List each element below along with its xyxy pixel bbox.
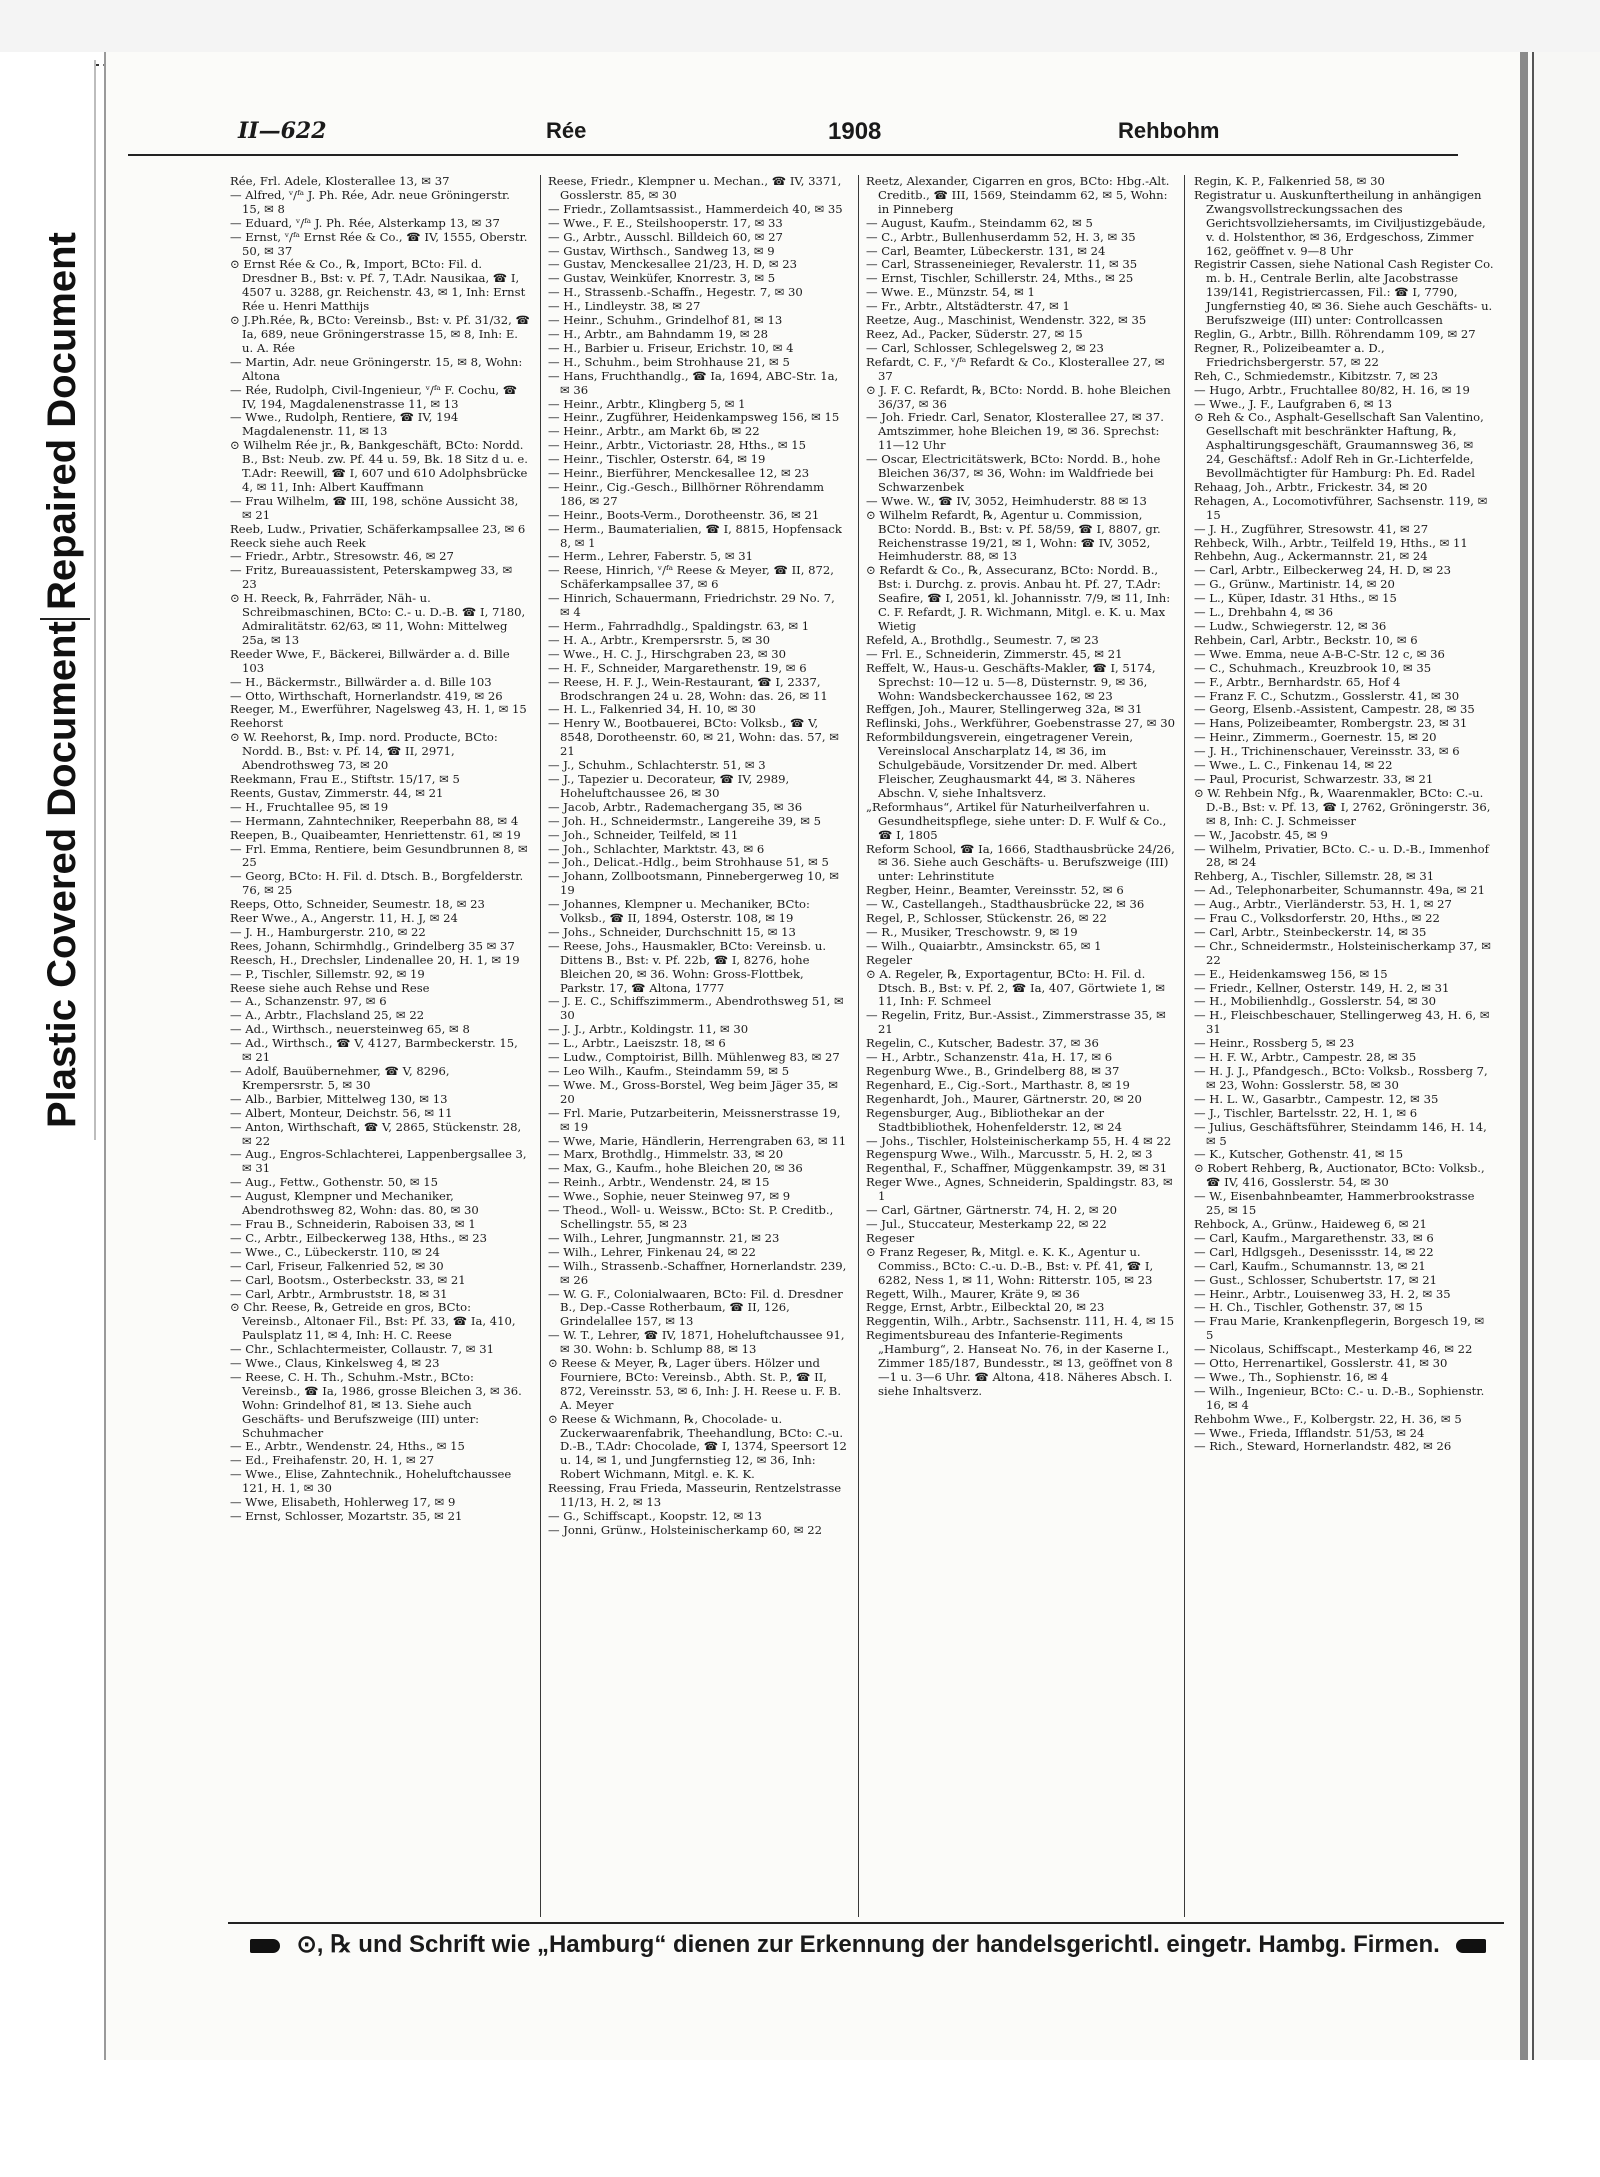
directory-entry: — Frau Wilhelm, ☎ III, 198, schöne Aussicht 38, ✉ 21 <box>230 493 519 522</box>
directory-entry: — E., Heidenkamsweg 156, ✉ 15 <box>1194 966 1388 981</box>
directory-entry: Refeld, A., Brothdlg., Seumestr. 7, ✉ 23 <box>866 632 1099 647</box>
directory-entry: — L., Küper, Idastr. 31 Hths., ✉ 15 <box>1194 591 1397 606</box>
directory-entry: — Theod., Woll- u. Weissw., BCto: St. P. Creditb., Schellingstr. 55, ✉ 23 <box>548 1203 834 1231</box>
directory-entry: Rehbock, A., Grünw., Haideweg 6, ✉ 21 <box>1194 1216 1427 1231</box>
directory-entry: — Max, G., Kaufm., hohe Bleichen 20, ✉ 36 <box>548 1161 803 1176</box>
directory-entry: — Joh. H., Schneidermstr., Langereihe 39, ✉ 5 <box>548 813 821 828</box>
directory-entry: Reggentin, Wilh., Arbtr., Sachsenstr. 111, H. 4, ✉ 15 <box>866 1314 1175 1329</box>
directory-entry: — Wilhelm, Privatier, BCto. C.- u. D.-B., Immenhof 28, ✉ 24 <box>1194 841 1489 870</box>
directory-entry: — Aug., Fettw., Gothenstr. 50, ✉ 15 <box>230 1175 439 1190</box>
directory-entry: — Carl, Schlosser, Schlegelsweg 2, ✉ 23 <box>866 340 1104 355</box>
directory-entry: Registratur u. Auskunftertheilung in anhängigen Zwangsvollstreckungssachen des Gerichtsvollziehersamts, im Civiljustizgebäude, v. d. Holstenthor, ✉ 36, Erdgeschoss, Zimmer 162, geöffnet v. 9—8 Uhr <box>1194 187 1486 258</box>
directory-entry: Reepen, B., Quaibeamter, Henriettenstr. 61, ✉ 19 <box>230 827 521 842</box>
directory-entry: — Alb., Barbier, Mittelweg 130, ✉ 13 <box>230 1091 448 1106</box>
directory-entry: — Frl. E., Schneiderin, Zimmerstr. 45, ✉ 21 <box>866 646 1123 661</box>
directory-entry: — Reinh., Arbtr., Wendenstr. 24, ✉ 15 <box>548 1175 770 1190</box>
directory-entry: — Joh., Schlachter, Marktstr. 43, ✉ 6 <box>548 841 765 856</box>
directory-entry: — A., Schanzenstr. 97, ✉ 6 <box>230 994 387 1009</box>
directory-entry: Regner, R., Polizeibeamter a. D., Friedrichsbergerstr. 57, ✉ 22 <box>1194 340 1385 369</box>
directory-entry: — Adolf, Bauübernehmer, ☎ V, 8296, Krempersrstr. 5, ✉ 30 <box>230 1064 450 1092</box>
directory-entry: — Johannes, Klempner u. Mechaniker, BCto: Volksb., ☎ II, 1894, Osterstr. 108, ✉ 19 <box>548 897 810 926</box>
directory-entry: ⊙ H. Reeck, ℞, Fahrräder, Näh- u. Schreibmaschinen, BCto: C.- u. D.-B. ☎ I, 7180, Admiralitätstr. 62/63, ✉ 11, Wohn: Mittelweg 25a, ✉ 13 <box>230 591 526 647</box>
directory-entry: — Johs., Schneider, Durchschnitt 15, ✉ 13 <box>548 924 796 939</box>
directory-entry: — W., Castellangeh., Stadthausbrücke 22, ✉ 36 <box>866 897 1145 912</box>
directory-entry: — Fritz, Bureauassistent, Peterskampweg 33, ✉ 23 <box>230 563 513 592</box>
directory-entry: — Carl, Gärtner, Gärtnerstr. 74, H. 2, ✉ 20 <box>866 1203 1118 1218</box>
page-edge-shadow <box>1520 52 1528 2060</box>
directory-entry: — H., Fruchtallee 95, ✉ 19 <box>230 799 389 814</box>
column-3 <box>866 175 1176 1917</box>
directory-entry: — Nicolaus, Schiffscapt., Mesterkamp 46, ✉ 22 <box>1194 1342 1473 1357</box>
directory-entry: Reffelt, W., Haus-u. Geschäfts-Makler, ☎ I, 5174, Sprechst: 10—12 u. 5—8, Düsternstr. 9, ✉ 36, Wohn: Wandsbeckerchaussee 162, ✉ 23 <box>866 660 1156 703</box>
page-number: II—622 <box>238 118 327 144</box>
directory-entry: Rehaag, Joh., Arbtr., Frickestr. 34, ✉ 20 <box>1194 479 1428 494</box>
directory-entry: ⊙ Reese & Meyer, ℞, Lager übers. Hölzer und Fourniere, BCto: Vereinsb., Abth. St. P., ☎ II, 872, Vereinsstr. 53, ✉ 6, Inh: J. H. Reese u. F. B. A. Meyer <box>548 1356 842 1412</box>
directory-entry: — E., Arbtr., Wendenstr. 24, Hths., ✉ 15 <box>230 1439 465 1454</box>
scan-top-margin <box>0 0 1600 52</box>
directory-entry: — G., Grünw., Martinistr. 14, ✉ 20 <box>1194 577 1395 592</box>
directory-entry: — Wwe., Frieda, Ifflandstr. 51/53, ✉ 24 <box>1194 1425 1425 1440</box>
directory-entry: — H. F., Schneider, Margarethenstr. 19, ✉ 6 <box>548 660 807 675</box>
directory-entry: — Heinr., Boots-Verm., Dorotheenstr. 36, ✉ 21 <box>548 507 820 522</box>
directory-entry: — Herm., Lehrer, Faberstr. 5, ✉ 31 <box>548 549 754 564</box>
directory-entry: ⊙ Ernst Rée & Co., ℞, Import, BCto: Fil. d. Dresdner B., Bst: v. Pf. 7, T.Adr. Nausikaa, ☎ I, 4507 u. 3288, gr. Reichenstr. 43, ✉ 1, Inh: Ernst Rée u. Henri Matthijs <box>230 257 526 314</box>
directory-entry: — Rich., Steward, Hornerlandstr. 482, ✉ 26 <box>1194 1439 1452 1454</box>
directory-entry: Regge, Ernst, Arbtr., Eilbecktal 20, ✉ 23 <box>866 1300 1105 1315</box>
directory-entry: Reflinski, Johs., Werkführer, Goebenstrasse 27, ✉ 30 <box>866 716 1175 731</box>
directory-entry: Reffgen, Joh., Maurer, Stellingerweg 32a, ✉ 31 <box>866 702 1143 717</box>
directory-entry: — Wwe., H. C. J., Hirschgraben 23, ✉ 30 <box>548 646 787 661</box>
directory-entry: — Anton, Wirthschaft, ☎ V, 2865, Stückenstr. 28, ✉ 22 <box>230 1119 522 1148</box>
directory-entry: Rehbeck, Wilh., Arbtr., Teilfeld 19, Hths., ✉ 11 <box>1194 535 1468 550</box>
directory-entry: — Gustav, Wirthsch., Sandweg 13, ✉ 9 <box>548 243 775 258</box>
directory-entry: Regelin, C., Kutscher, Badestr. 37, ✉ 36 <box>866 1036 1099 1051</box>
side-label-divider <box>40 618 90 620</box>
directory-entry: ⊙ W. Reehorst, ℞, Imp. nord. Producte, BCto: Nordd. B., Bst: v. Pf. 14, ☎ II, 2971, Abendrothsweg 73, ✉ 20 <box>230 730 498 773</box>
directory-entry: Reeger, M., Ewerführer, Nagelsweg 43, H. 1, ✉ 15 <box>230 702 527 717</box>
directory-entry: — Heinr., Tischler, Osterstr. 64, ✉ 19 <box>548 452 766 467</box>
directory-entry: — K., Kutscher, Gothenstr. 41, ✉ 15 <box>1194 1147 1404 1162</box>
directory-entry: Reesch, H., Drechsler, Lindenallee 20, H. 1, ✉ 19 <box>230 952 520 967</box>
directory-entry: — Carl, Kaufm., Schumannstr. 13, ✉ 21 <box>1194 1258 1426 1273</box>
directory-entry: Regett, Wilh., Maurer, Kräte 9, ✉ 36 <box>866 1286 1080 1301</box>
directory-entry: — J. H., Trichinenschauer, Vereinsstr. 33, ✉ 6 <box>1194 744 1460 759</box>
directory-entry: Reetz, Alexander, Cigarren en gros, BCto: Hbg.-Alt. Creditb., ☎ III, 1569, Steindamm 62, ✉ 5, Wohn: in Pinneberg <box>866 175 1170 216</box>
directory-entry: — Heinr., Cig.-Gesch., Billhörner Röhrendamm 186, ✉ 27 <box>548 479 824 508</box>
directory-entry: Rehberg, A., Tischler, Sillemstr. 28, ✉ 31 <box>1194 869 1435 884</box>
directory-entry: — L., Drehbahn 4, ✉ 36 <box>1194 605 1334 620</box>
directory-entry: — Chr., Schneidermstr., Holsteinischerkamp 37, ✉ 22 <box>1194 938 1491 967</box>
directory-entry: — Wilh., Quaiarbtr., Amsinckstr. 65, ✉ 1 <box>866 938 1102 953</box>
directory-entry: — Wwe, Elisabeth, Hohlerweg 17, ✉ 9 <box>230 1495 456 1510</box>
directory-entry: — H., Schuhm., beim Strohhause 21, ✉ 5 <box>548 354 790 369</box>
column-4 <box>1194 175 1494 1917</box>
directory-entry: — Otto, Herrenartikel, Gosslerstr. 41, ✉ 30 <box>1194 1356 1448 1371</box>
directory-entry: Reeder Wwe, F., Bäckerei, Billwärder a. d. Bille 103 <box>230 646 510 675</box>
directory-entry: — J. J., Arbtr., Koldingstr. 11, ✉ 30 <box>548 1022 749 1037</box>
directory-entry: — Jacob, Arbtr., Rademachergang 35, ✉ 36 <box>548 799 803 814</box>
directory-entry: — Wwe., J. F., Laufgraben 6, ✉ 13 <box>1194 396 1393 411</box>
directory-entry: ⊙ A. Regeler, ℞, Exportagentur, BCto: H. Fil. d. Dtsch. B., Bst: v. Pf. 2, ☎ Ia, 407, Görtwiete 1, ✉ 11, Inh: F. Schmeel <box>866 966 1165 1009</box>
directory-entry: Rees, Johann, Schirmhdlg., Grindelberg 35 ✉ 37 <box>230 938 515 953</box>
directory-entry: — Leo Wilh., Kaufm., Steindamm 59, ✉ 5 <box>548 1064 790 1078</box>
directory-entry: — Friedr., Kellner, Osterstr. 149, H. 2, ✉ 31 <box>1194 980 1450 995</box>
directory-entry: — Wwe., L. C., Finkenau 14, ✉ 22 <box>1194 758 1393 773</box>
directory-entry: Reglin, G., Arbtr., Billh. Röhrendamm 109, ✉ 27 <box>1194 326 1476 341</box>
directory-entry: Regenspurg Wwe., Wilh., Marcusstr. 5, H. 2, ✉ 3 <box>866 1147 1153 1162</box>
directory-entry: — Wwe. M., Gross-Borstel, Weg beim Jäger 35, ✉ 20 <box>548 1077 838 1106</box>
directory-entry: Reer Wwe., A., Angerstr. 11, H. J, ✉ 24 <box>230 911 458 926</box>
directory-entry: — H., Fleischbeschauer, Stellingerweg 43, H. 6, ✉ 31 <box>1194 1008 1490 1037</box>
directory-entry: — Ad., Telephonarbeiter, Schumannstr. 49a, ✉ 21 <box>1194 883 1485 898</box>
directory-entry: — Albert, Monteur, Deichstr. 56, ✉ 11 <box>230 1105 453 1120</box>
directory-entry: — August, Klempner und Mechaniker, Abendrothsweg 82, Wohn: das. 80, ✉ 30 <box>230 1189 479 1218</box>
directory-entry: Reformbildungsverein, eingetragener Verein, Vereinslocal Anscharplatz 14, ✉ 36, im Schulgebäude, Vorsitzender Dr. med. Albert Fleischer, Zeughausmarkt 44, ✉ 3. Näheres Abschn. V, siehe Inhaltsverz. <box>866 730 1138 800</box>
directory-entry: — W. T., Lehrer, ☎ IV, 1871, Hoheluftchaussee 91, ✉ 30. Wohn: b. Schlump 88, ✉ 13 <box>548 1328 845 1357</box>
directory-entry: — Reese, Johs., Hausmakler, BCto: Vereinsb. u. Dittens B., Bst: v. Pf. 22b, ☎ I, 8276, hohe Bleichen 20, ✉ 36. Wohn: Gross-Flottbek, Parkstr. 17, ☎ Altona, 1777 <box>548 938 827 995</box>
directory-entry: Regimentsbureau des Infanterie-Regiments „Hamburg“, 2. Hanseat No. 76, in der Kaserne I., Zimmer 185/187, Bundesstr., ✉ 13, geöffnet von 8—1 u. 3—6 Uhr. ☎ Altona, 418. Näheres Absch. I. siehe Inhaltsverz. <box>866 1328 1173 1398</box>
directory-entry: — Friedr., Arbtr., Stresowstr. 46, ✉ 27 <box>230 549 454 564</box>
directory-entry: Reents, Gustav, Zimmerstr. 44, ✉ 21 <box>230 785 444 800</box>
directory-entry: — Alfred, ᵛ/ᶠᵃ J. Ph. Rée, Adr. neue Gröningerstr. 15, ✉ 8 <box>230 187 510 216</box>
directory-entry: — Heinr., Rossberg 5, ✉ 23 <box>1194 1036 1355 1051</box>
directory-entry: — Hermann, Zahntechniker, Reeperbahn 88, ✉ 4 <box>230 813 519 828</box>
directory-entry: ⊙ Franz Regeser, ℞, Mitgl. e. K. K., Agentur u. Commiss., BCto: C.-u. D.-B., Bst: v. Pf. 41, ☎ I, 6282, Ness 1, ✉ 11, Wohn: Ritterstr. 105, ✉ 23 <box>866 1244 1154 1287</box>
directory-entry: Regenburg Wwe., B., Grindelberg 88, ✉ 37 <box>866 1064 1120 1078</box>
directory-entry: — Wwe. E., Münzstr. 54, ✉ 1 <box>866 285 1035 300</box>
page-binding-edge <box>94 60 96 1140</box>
directory-entry: Rehbein, Carl, Arbtr., Beckstr. 10, ✉ 6 <box>1194 632 1418 647</box>
directory-entry: — Carl, Friseur, Falkenried 52, ✉ 30 <box>230 1258 444 1273</box>
directory-entry: Reform School, ☎ Ia, 1666, Stadthausbrücke 24/26, ✉ 36. Siehe auch Geschäfts- u. Berufszweige (III) unter: Lehrinstitute <box>866 841 1175 884</box>
directory-entry: — Wilh., Ingenieur, BCto: C.- u. D.-B., Sophienstr. 16, ✉ 4 <box>1194 1383 1485 1412</box>
directory-entry: — Reese, Hinrich, ᵛ/ᶠᵃ Reese & Meyer, ☎ II, 872, Schäferkampsallee 37, ✉ 6 <box>548 563 834 592</box>
directory-entry: ⊙ Reh & Co., Asphalt-Gesellschaft San Valentino, Gesellschaft mit beschränkter Haftung, ℞, Asphaltirungsgeschäft, Graumannsweg 36, ✉ 24, Geschäftsf.: Adolf Reh in Gr.-Lichterfelde, Bevollmächtigter für Hamburg: Ph. Ed. Radel <box>1194 410 1484 481</box>
directory-entry: Reetze, Aug., Maschinist, Wendenstr. 322, ✉ 35 <box>866 313 1147 328</box>
directory-entry: — Jul., Stuccateur, Mesterkamp 22, ✉ 22 <box>866 1216 1107 1231</box>
directory-entry: — A., Arbtr., Flachsland 25, ✉ 22 <box>230 1008 425 1023</box>
directory-entry: — Paul, Procurist, Schwarzestr. 33, ✉ 21 <box>1194 771 1434 786</box>
directory-entry: — Reese, H. F. J., Wein-Restaurant, ☎ I, 2337, Brodschrangen 24 u. 28, Wohn: das. 26, ✉ 11 <box>548 674 828 703</box>
directory-entry: — G., Schiffscapt., Koopstr. 12, ✉ 13 <box>548 1509 762 1523</box>
footer-note <box>240 1930 1500 1959</box>
footer-rule <box>228 1922 1504 1924</box>
directory-entry: — Marx, Brothdlg., Himmelstr. 33, ✉ 20 <box>548 1147 784 1162</box>
directory-entry: Rehagen, A., Locomotivführer, Sachsenstr. 119, ✉ 15 <box>1194 493 1488 522</box>
directory-entry: Regeser <box>866 1230 915 1245</box>
directory-entry: — Hugo, Arbtr., Fruchtallee 80/82, H. 16, ✉ 19 <box>1194 382 1470 397</box>
directory-entry: — Heinr., Arbtr., Victoriastr. 28, Hths., ✉ 15 <box>548 438 807 453</box>
directory-entry: — J., Tischler, Bartelsstr. 22, H. 1, ✉ 6 <box>1194 1105 1418 1120</box>
directory-entry: — Wwe., Sophie, neuer Steinweg 97, ✉ 9 <box>548 1189 791 1204</box>
directory-entry: — Ernst, Schlosser, Mozartstr. 35, ✉ 21 <box>230 1509 463 1523</box>
directory-entry: — Henry W., Bootbauerei, BCto: Volksb., ☎ V, 8548, Dorotheenstr. 60, ✉ 21, Wohn: das. 57, ✉ 21 <box>548 716 840 759</box>
directory-entry: — H., Lindleystr. 38, ✉ 27 <box>548 299 701 314</box>
directory-entry: — Heinr., Bierführer, Menckesallee 12, ✉ 23 <box>548 466 810 481</box>
directory-entry: — Frau B., Schneiderin, Raboisen 33, ✉ 1 <box>230 1216 476 1231</box>
directory-entry: Regenhardt, Joh., Maurer, Gärtnerstr. 20, ✉ 20 <box>866 1091 1142 1106</box>
directory-entry: — Franz F. C., Schutzm., Gosslerstr. 41, ✉ 30 <box>1194 688 1460 703</box>
directory-entry: — Eduard, ᵛ/ᶠᵃ J. Ph. Rée, Alsterkamp 13, ✉ 37 <box>230 215 500 230</box>
directory-entry: — Wwe., F. E., Steilshooperstr. 17, ✉ 33 <box>548 215 783 230</box>
directory-entry: — Aug., Arbtr., Vierländerstr. 53, H. 1, ✉ 27 <box>1194 897 1452 912</box>
directory-entry: — H. A., Arbtr., Krempersrstr. 5, ✉ 30 <box>548 632 771 647</box>
directory-entry: — Gustav, Menckesallee 21/23, H. D, ✉ 23 <box>548 257 798 272</box>
directory-entry: — G., Arbtr., Ausschl. Billdeich 60, ✉ 27 <box>548 229 783 244</box>
directory-entry: Reger Wwe., Agnes, Schneiderin, Spaldingstr. 83, ✉ 1 <box>866 1175 1173 1204</box>
directory-entry: Refardt, C. F., ᵛ/ᶠᵃ Refardt & Co., Klosterallee 27, ✉ 37 <box>866 354 1165 383</box>
directory-entry: — Rée, Rudolph, Civil-Ingenieur, ᵛ/ᶠᵃ F. Cochu, ☎ IV, 194, Magdalenenstrasse 11, ✉ 13 <box>230 382 518 411</box>
first-entry-word: Rée <box>546 118 587 143</box>
directory-columns <box>230 175 1500 1917</box>
directory-entry: — Carl, Arbtr., Steinbeckerstr. 14, ✉ 35 <box>1194 924 1427 939</box>
directory-entry: „Reformhaus“, Artikel für Naturheilverfahren u. Gesundheitspflege, siehe unter: D. F. Wulf & Co., ☎ I, 1805 <box>866 799 1167 842</box>
directory-entry: — Hinrich, Schauermann, Friedrichstr. 29 No. 7, ✉ 4 <box>548 591 835 620</box>
directory-entry: — Gust., Schlosser, Schubertstr. 17, ✉ 21 <box>1194 1272 1438 1287</box>
directory-entry: — Wwe., Rudolph, Rentiere, ☎ IV, 194 Magdalenenstr. 11, ✉ 13 <box>230 410 459 439</box>
directory-entry: — H., Arbtr., Schanzenstr. 41a, H. 17, ✉ 6 <box>866 1050 1113 1065</box>
directory-entry: ⊙ Robert Rehberg, ℞, Auctionator, BCto: Volksb., ☎ IV, 416, Gosslerstr. 54, ✉ 30 <box>1194 1161 1485 1190</box>
directory-entry: — H., Arbtr., am Bahndamm 19, ✉ 28 <box>548 326 769 341</box>
directory-entry: — Carl, Hdlgsgeh., Desenissstr. 14, ✉ 22 <box>1194 1244 1434 1259</box>
next-page-stub <box>1532 52 1600 2060</box>
directory-entry: — W., Jacobstr. 45, ✉ 9 <box>1194 827 1328 842</box>
directory-entry: Regenhard, E., Cig.-Sort., Marthastr. 8, ✉ 19 <box>866 1077 1130 1092</box>
directory-entry: — J. H., Hamburgerstr. 210, ✉ 22 <box>230 924 426 939</box>
directory-entry: — Herm., Baumaterialien, ☎ I, 8815, Hopfensack 8, ✉ 1 <box>548 521 842 550</box>
directory-entry: — Georg, Elsenb.-Assistent, Campestr. 28, ✉ 35 <box>1194 702 1475 717</box>
directory-entry: — Joh. Friedr. Carl, Senator, Klosterallee 27, ✉ 37. Amtszimmer, hohe Bleichen 19, ✉ 36. Sprechst: 11—12 Uhr <box>866 410 1164 453</box>
directory-entry: — H. J. J., Pfandgesch., BCto: Volksb., Rossberg 7, ✉ 23, Wohn: Gosslerstr. 58, ✉ 30 <box>1194 1064 1488 1092</box>
directory-entry: — Carl, Arbtr., Armbruststr. 18, ✉ 31 <box>230 1286 448 1301</box>
directory-entry: — Wwe., Claus, Kinkelsweg 4, ✉ 23 <box>230 1356 440 1371</box>
directory-entry: — Wwe., Th., Sophienstr. 16, ✉ 4 <box>1194 1369 1389 1384</box>
directory-entry: — August, Kaufm., Steindamm 62, ✉ 5 <box>866 215 1093 230</box>
directory-entry: Reh, C., Schmiedemstr., Kibitzstr. 7, ✉ 23 <box>1194 368 1439 383</box>
directory-entry: — W., Eisenbahnbeamter, Hammerbrookstrasse 25, ✉ 15 <box>1194 1189 1475 1218</box>
directory-entry: — L., Arbtr., Laeiszstr. 18, ✉ 6 <box>548 1036 726 1051</box>
directory-entry: — H. Ch., Tischler, Gothenstr. 37, ✉ 15 <box>1194 1300 1423 1315</box>
directory-entry: — C., Arbtr., Bullenhuserdamm 52, H. 3, ✉ 35 <box>866 229 1136 244</box>
directory-entry: — R., Musiker, Treschowstr. 9, ✉ 19 <box>866 924 1078 939</box>
last-entry-word: Rehbohm <box>1118 118 1220 143</box>
directory-entry: — Carl, Bootsm., Osterbeckstr. 33, ✉ 21 <box>230 1272 466 1287</box>
directory-entry: — Heinr., Arbtr., Louisenweg 33, H. 2, ✉ 35 <box>1194 1286 1451 1301</box>
column-2 <box>548 175 848 1917</box>
directory-entry: — H., Strassenb.-Schaffn., Hegestr. 7, ✉ 30 <box>548 285 803 300</box>
directory-entry: Rehbehn, Aug., Ackermannstr. 21, ✉ 24 <box>1194 549 1428 564</box>
directory-entry: — Fr., Arbtr., Altstädterstr. 47, ✉ 1 <box>866 299 1070 314</box>
column-1 <box>230 175 530 1917</box>
directory-entry: ⊙ Wilhelm Refardt, ℞, Agentur u. Commission, BCto: Nordd. B., Bst: v. Pf. 58/59, ☎ I, 8807, gr. Reichenstrasse 19/21, ✉ 1, Wohn: ☎ IV, 3052, Heimhuderstr. 88, ✉ 13 <box>866 507 1161 564</box>
directory-entry: — Wwe, Marie, Händlerin, Herrengraben 63, ✉ 11 <box>548 1133 847 1148</box>
directory-entry: — Ed., Freihafenstr. 20, H. 1, ✉ 27 <box>230 1453 435 1468</box>
directory-entry: ⊙ Chr. Reese, ℞, Getreide en gros, BCto: Vereinsb., Altonaer Fil., Bst: Pf. 33, ☎ Ia, 410, Paulsplatz 11, ✉ 4, Inh: H. C. Reese <box>230 1300 516 1343</box>
directory-entry: Regensburger, Aug., Bibliothekar an der Stadtbibliothek, Hohenfelderstr. 12, ✉ 24 <box>866 1105 1123 1134</box>
directory-entry: — Heinr., Zimmerm., Goernestr. 15, ✉ 20 <box>1194 730 1437 745</box>
directory-entry: Regber, Heinr., Beamter, Vereinsstr. 52, ✉ 6 <box>866 883 1124 898</box>
directory-entry: — Wilh., Lehrer, Finkenau 24, ✉ 22 <box>548 1244 756 1259</box>
directory-entry: — Wwe., C., Lübeckerstr. 110, ✉ 24 <box>230 1244 440 1259</box>
directory-entry: — Ad., Wirthsch., ☎ V, 4127, Barmbeckerstr. 15, ✉ 21 <box>230 1036 518 1065</box>
directory-entry: Regin, K. P., Falkenried 58, ✉ 30 <box>1194 175 1385 188</box>
directory-entry: — H., Mobilienhdlg., Gosslerstr. 54, ✉ 30 <box>1194 994 1437 1009</box>
directory-entry: — Johann, Zollbootsmann, Pinnebergerweg 10, ✉ 19 <box>548 869 839 898</box>
directory-entry: — J., Schuhm., Schlachterstr. 51, ✉ 3 <box>548 758 766 773</box>
directory-entry: — Hans, Fruchthandlg., ☎ Ia, 1694, ABC-Str. 1a, ✉ 36 <box>548 368 839 397</box>
directory-entry: Reeb, Ludw., Privatier, Schäferkampsallee 23, ✉ 6 <box>230 521 526 536</box>
directory-entry: — F., Arbtr., Bernhardstr. 65, Hof 4 <box>1194 674 1401 689</box>
directory-entry: — Carl, Beamter, Lübeckerstr. 131, ✉ 24 <box>866 243 1106 258</box>
directory-entry: — Heinr., Schuhm., Grindelhof 81, ✉ 13 <box>548 313 783 328</box>
footer-text: ⊙, ℞ und Schrift wie „Hamburg“ dienen zur Erkennung der handelsgerichtl. eingetr. Hambg. Firmen. <box>296 1931 1440 1958</box>
directory-entry: Regeler <box>866 952 912 967</box>
directory-entry: — Wilh., Strassenb.-Schaffner, Hornerlandstr. 239, ✉ 26 <box>548 1258 847 1287</box>
directory-entry: — H. L. W., Gasarbtr., Campestr. 12, ✉ 35 <box>1194 1091 1439 1106</box>
directory-entry: Reeps, Otto, Schneider, Seumestr. 18, ✉ 23 <box>230 897 485 912</box>
directory-entry: — J. H., Zugführer, Stresowstr. 41, ✉ 27 <box>1194 521 1429 536</box>
directory-entry: — Joh., Delicat.-Hdlg., beim Strohhause 51, ✉ 5 <box>548 855 829 870</box>
directory-entry: — H., Barbier u. Friseur, Erichstr. 10, ✉ 4 <box>548 340 794 355</box>
directory-entry: — Heinr., Zugführer, Heidenkampsweg 156, ✉ 15 <box>548 410 840 425</box>
directory-entry: Regel, P., Schlosser, Stückenstr. 26, ✉ 22 <box>866 911 1107 926</box>
directory-entry: — Martin, Adr. neue Gröningerstr. 15, ✉ 8, Wohn: Altona <box>230 354 523 383</box>
directory-entry: — Friedr., Zollamtsassist., Hammerdeich 40, ✉ 35 <box>548 201 843 216</box>
pointing-hand-icon <box>1456 1939 1486 1953</box>
directory-entry: — Wwe. Emma, neue A-B-C-Str. 12 c, ✉ 36 <box>1194 646 1445 661</box>
year: 1908 <box>828 118 882 145</box>
directory-entry: — Heinr., Arbtr., am Markt 6b, ✉ 22 <box>548 424 760 439</box>
directory-entry: — Wilh., Lehrer, Jungmannstr. 21, ✉ 23 <box>548 1230 780 1245</box>
directory-entry: Regenthal, F., Schaffner, Müggenkampstr. 39, ✉ 31 <box>866 1161 1168 1176</box>
directory-entry: — Ad., Wirthsch., neuersteinweg 65, ✉ 8 <box>230 1022 470 1037</box>
directory-entry: — H. L., Falkenried 34, H. 10, ✉ 30 <box>548 702 756 717</box>
directory-entry: — Jonni, Grünw., Holsteinischerkamp 60, ✉ 22 <box>548 1522 823 1537</box>
directory-entry: — H. F. W., Arbtr., Campestr. 28, ✉ 35 <box>1194 1050 1417 1065</box>
directory-entry: — Reese, C. H. Th., Schuhm.-Mstr., BCto: Vereinsb., ☎ Ia, 1986, grosse Bleichen 3, ✉ 36. Wohn: Grindelhof 81, ✉ 13. Siehe auch Geschäfts- und Berufszweige (III) unter: Schuhmacher <box>230 1369 522 1440</box>
repaired-document-label: Repaired Document <box>40 232 84 610</box>
directory-entry: — P., Tischler, Sillemstr. 92, ✉ 19 <box>230 966 425 981</box>
directory-entry: — Frau C., Volksdorferstr. 20, Hths., ✉ 22 <box>1194 911 1440 926</box>
directory-entry: Reese, Friedr., Klempner u. Mechan., ☎ IV, 3371, Gosslerstr. 85, ✉ 30 <box>548 175 842 202</box>
directory-entry: ⊙ W. Rehbein Nfg., ℞, Waarenmakler, BCto: C.-u. D.-B., Bst: v. Pf. 13, ☎ I, 2762, Gröningerstr. 36, ✉ 8, Inh: C. J. Schmeisser <box>1194 785 1491 828</box>
directory-entry: — C., Schuhmach., Kreuzbrook 10, ✉ 35 <box>1194 660 1432 675</box>
directory-entry: — Gustav, Weinküfer, Knorrestr. 3, ✉ 5 <box>548 271 776 286</box>
directory-entry: Reese siehe auch Rehse und Rese <box>230 980 430 995</box>
directory-entry: — Hans, Polizeibeamter, Rombergstr. 23, ✉ 31 <box>1194 716 1468 731</box>
directory-entry: Registrir Cassen, siehe National Cash Register Co. m. b. H., Centrale Berlin, alte Jacobstrasse 139/141, Registriercassen, Fil.: ☎ I, 7790, Jungfernstieg 40, ✉ 36. Siehe auch Geschäfts- u. Berufszweige (III) unter: Controllcassen <box>1194 257 1494 328</box>
directory-entry: — Aug., Engros-Schlachterei, Lappenbergsallee 3, ✉ 31 <box>230 1147 527 1176</box>
pointing-hand-icon <box>250 1939 280 1953</box>
directory-entry: Reessing, Frau Frieda, Masseurin, Rentzelstrasse 11/13, H. 2, ✉ 13 <box>548 1481 842 1510</box>
directory-entry: ⊙ Wilhelm Rée jr., ℞, Bankgeschäft, BCto: Nordd. B., Bst: Neub. zw. Pf. 44 u. 59, Bk. 18 Sitz d u. e. T.Adr: Reewill, ☎ I, 607 und 610 Adolphsbrücke 4, ✉ 11, Inh: Albert Kauffmann <box>230 438 528 494</box>
directory-entry: Rée, Frl. Adele, Klosterallee 13, ✉ 37 <box>230 175 450 188</box>
directory-entry: — Carl, Strasseneinieger, Revalerstr. 11, ✉ 35 <box>866 257 1138 272</box>
directory-entry: — H., Bäckermstr., Billwärder a. d. Bille 103 <box>230 674 492 689</box>
directory-entry: Reez, Ad., Packer, Süderstr. 27, ✉ 15 <box>866 326 1083 341</box>
directory-entry: — Wwe. W., ☎ IV, 3052, Heimhuderstr. 88 ✉ 13 <box>866 493 1147 508</box>
directory-entry: — Herm., Fahrradhdlg., Spaldingstr. 63, ✉ 1 <box>548 619 810 633</box>
directory-entry: Rehbohm Wwe., F., Kolbergstr. 22, H. 36, ✉ 5 <box>1194 1411 1462 1426</box>
directory-entry: — Ludw., Schwiegerstr. 12, ✉ 36 <box>1194 619 1387 633</box>
directory-entry: ⊙ J.Ph.Rée, ℞, BCto: Vereinsb., Bst: v. Pf. 31/32, ☎ Ia, 689, neue Gröningerstrasse 15, ✉ 8, Inh: E. u. A. Rée <box>230 313 530 355</box>
directory-entry: — Ludw., Comptoirist, Billh. Mühlenweg 83, ✉ 27 <box>548 1050 840 1065</box>
directory-entry: — C., Arbtr., Eilbeckerweg 138, Hths., ✉ 23 <box>230 1230 487 1245</box>
directory-entry: — Johs., Tischler, Holsteinischerkamp 55, H. 4 ✉ 22 <box>866 1133 1172 1148</box>
directory-entry: Reehorst <box>230 716 284 731</box>
directory-entry: — W. G. F., Colonialwaaren, BCto: Fil. d. Dresdner B., Dep.-Casse Rotherbaum, ☎ II, 126, Grindelallee 157, ✉ 13 <box>548 1286 843 1329</box>
directory-entry: ⊙ Refardt & Co., ℞, Assecuranz, BCto: Nordd. B., Bst: i. Durchg. z. provis. Anbau ht. Pf. 27, T.Adr: Seafire, ☎ I, 2051, kl. Johannisstr. 7/9, ✉ 11, Inh: C. F. Refardt, J. R. Wichmann, Mitgl. e. K. u. Max Wietig <box>866 563 1171 633</box>
plastic-covered-label: Plastic Covered Document <box>40 621 84 1128</box>
directory-entry: — Heinr., Arbtr., Klingberg 5, ✉ 1 <box>548 396 746 411</box>
directory-entry: — J., Tapezier u. Decorateur, ☎ IV, 2989, Hoheluftchaussee 26, ✉ 30 <box>548 771 790 800</box>
running-head <box>128 118 1458 156</box>
directory-entry: — Frl. Emma, Rentiere, beim Gesundbrunnen 8, ✉ 25 <box>230 841 528 870</box>
directory-entry: — Oscar, Electricitätswerk, BCto: Nordd. B., hohe Bleichen 36/37, ✉ 36, Wohn: im Waldfriede bei Schwarzenbek <box>866 452 1161 494</box>
directory-entry: ⊙ J. F. C. Refardt, ℞, BCto: Nordd. B. hohe Bleichen 36/37, ✉ 36 <box>866 382 1171 411</box>
directory-entry: — Carl, Kaufm., Margarethenstr. 33, ✉ 6 <box>1194 1230 1434 1245</box>
directory-entry: — Otto, Wirthschaft, Hornerlandstr. 419, ✉ 26 <box>230 688 503 703</box>
directory-entry: — Frau Marie, Krankenpflegerin, Borgesch 19, ✉ 5 <box>1194 1314 1485 1343</box>
directory-entry: — Julius, Geschäftsführer, Steindamm 146, H. 14, ✉ 5 <box>1194 1119 1487 1148</box>
directory-entry: — Wwe., Elise, Zahntechnik., Hoheluftchaussee 121, H. 1, ✉ 30 <box>230 1467 512 1496</box>
directory-entry: Reekmann, Frau E., Stiftstr. 15/17, ✉ 5 <box>230 771 460 786</box>
directory-entry: — Ernst, ᵛ/ᶠᵃ Ernst Rée & Co., ☎ IV, 1555, Oberstr. 50, ✉ 37 <box>230 229 528 258</box>
directory-entry: — Chr., Schlachtermeister, Collaustr. 7, ✉ 31 <box>230 1342 494 1357</box>
directory-entry: — J. E. C., Schiffszimmerm., Abendrothsweg 51, ✉ 30 <box>548 994 844 1023</box>
directory-entry: ⊙ Reese & Wichmann, ℞, Chocolade- u. Zuckerwaarenfabrik, Theehandlung, BCto: C.-u. D.-B., T.Adr: Chocolade, ☎ I, 1374, Speersort 12 u. 14, ✉ 1, und Jungfernstieg 12, ✉ 36, Inh: Robert Wichmann, Mitgl. e. K. K. <box>548 1411 847 1482</box>
directory-entry: — Carl, Arbtr., Eilbeckerweg 24, H. D, ✉ 23 <box>1194 563 1451 578</box>
directory-entry: — Regelin, Fritz, Bur.-Assist., Zimmerstrasse 35, ✉ 21 <box>866 1008 1166 1037</box>
directory-entry: — Georg, BCto: H. Fil. d. Dtsch. B., Borgfelderstr. 76, ✉ 25 <box>230 869 524 898</box>
directory-entry: — Frl. Marie, Putzarbeiterin, Meissnerstrasse 19, ✉ 19 <box>548 1105 841 1134</box>
directory-entry: — Ernst, Tischler, Schillerstr. 24, Mths., ✉ 25 <box>866 271 1134 286</box>
directory-entry: — Joh., Schneider, Teilfeld, ✉ 11 <box>548 827 739 842</box>
directory-entry: Reeck siehe auch Reek <box>230 535 366 550</box>
